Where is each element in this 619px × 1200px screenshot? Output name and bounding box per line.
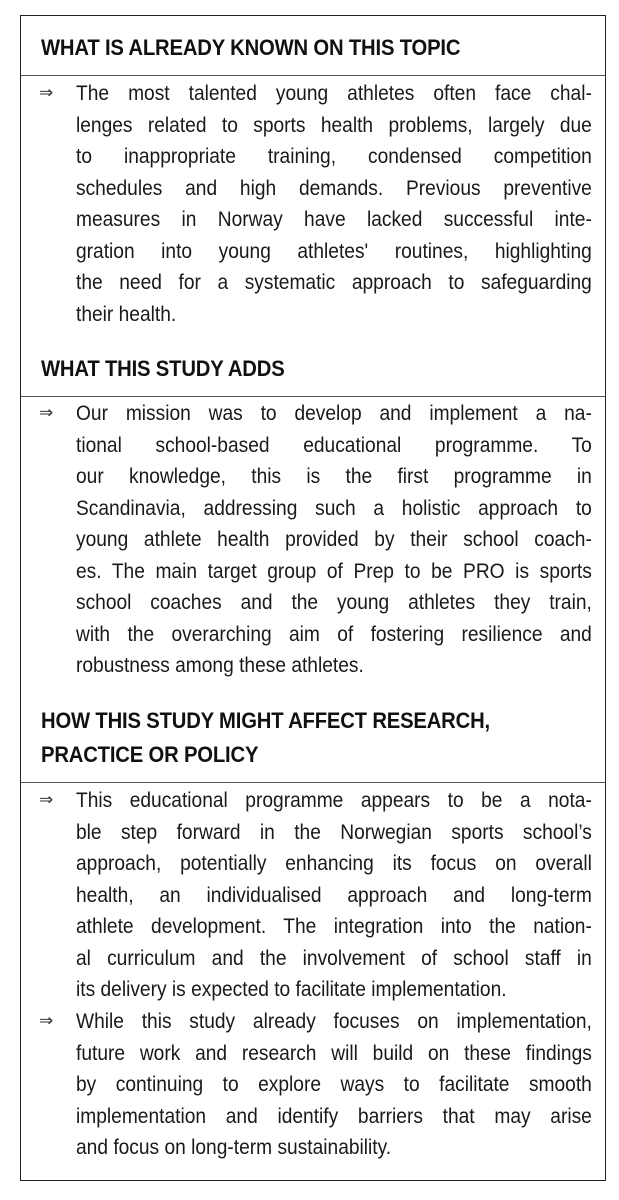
bullet-text bbox=[76, 398, 592, 682]
bullet-text bbox=[76, 78, 592, 330]
text-line: their health. bbox=[76, 302, 177, 326]
text-line: While this study already focuses on implementation, bbox=[76, 1010, 592, 1033]
text-line: gration into young athletes' routines, highlighting bbox=[76, 239, 592, 263]
text-line: The most talented young athletes often face chal- bbox=[76, 82, 592, 105]
text-line: and focus on long-term sustainability. bbox=[76, 1136, 392, 1159]
section-divider bbox=[21, 782, 605, 783]
bullet-text bbox=[76, 785, 592, 1006]
double-arrow-icon: ⇒ bbox=[39, 83, 54, 103]
text-line: Our mission was to develop and implement a na- bbox=[76, 402, 592, 425]
section-heading-affect-line-2: PRACTICE OR POLICY bbox=[41, 742, 259, 767]
text-line: young athlete health provided by their school coach- bbox=[76, 528, 592, 551]
text-line: school coaches and the young athletes they train, bbox=[76, 591, 592, 614]
text-line: our knowledge, this is the first programme in bbox=[76, 465, 592, 488]
text-line: robustness among these athletes. bbox=[76, 654, 364, 677]
text-line: al curriculum and the involvement of school staff in bbox=[76, 946, 592, 970]
section-heading-adds: WHAT THIS STUDY ADDS bbox=[41, 356, 285, 381]
section-heading-affect-line-1: HOW THIS STUDY MIGHT AFFECT RESEARCH, bbox=[41, 708, 490, 733]
bullet-text bbox=[76, 1006, 592, 1164]
text-line: ble step forward in the Norwegian sports school’s bbox=[76, 820, 592, 844]
double-arrow-icon: ⇒ bbox=[39, 1011, 54, 1031]
text-line: This educational programme appears to be a nota- bbox=[76, 789, 592, 812]
text-line: to inappropriate training, condensed competition bbox=[76, 145, 592, 168]
section-divider bbox=[21, 75, 605, 76]
text-line: schedules and high demands. Previous preventive bbox=[76, 176, 592, 200]
text-line: its delivery is expected to facilitate implementation. bbox=[76, 978, 507, 1001]
text-line: implementation and identify barriers that may arise bbox=[76, 1104, 592, 1128]
text-line: health, an individualised approach and long-term bbox=[76, 883, 592, 907]
text-line: athlete development. The integration into the nation- bbox=[76, 915, 592, 938]
text-line: the need for a systematic approach to safeguarding bbox=[76, 271, 592, 294]
double-arrow-icon: ⇒ bbox=[39, 790, 54, 810]
text-line: measures in Norway have lacked successful inte- bbox=[76, 208, 592, 231]
text-line: es. The main target group of Prep to be PRO is sports bbox=[76, 559, 592, 583]
double-arrow-icon: ⇒ bbox=[39, 403, 54, 423]
section-divider bbox=[21, 396, 605, 397]
text-line: lenges related to sports health problems, largely due bbox=[76, 113, 592, 137]
text-line: approach, potentially enhancing its focus on overall bbox=[76, 852, 592, 875]
text-line: future work and research will build on these findings bbox=[76, 1041, 592, 1065]
text-line: by continuing to explore ways to facilitate smooth bbox=[76, 1073, 592, 1096]
key-messages-box bbox=[20, 15, 606, 1181]
section-heading-known: WHAT IS ALREADY KNOWN ON THIS TOPIC bbox=[41, 35, 461, 60]
text-line: tional school-based educational programme. To bbox=[76, 433, 592, 457]
text-line: with the overarching aim of fostering resilience and bbox=[76, 622, 592, 646]
text-line: Scandinavia, addressing such a holistic approach to bbox=[76, 496, 592, 520]
